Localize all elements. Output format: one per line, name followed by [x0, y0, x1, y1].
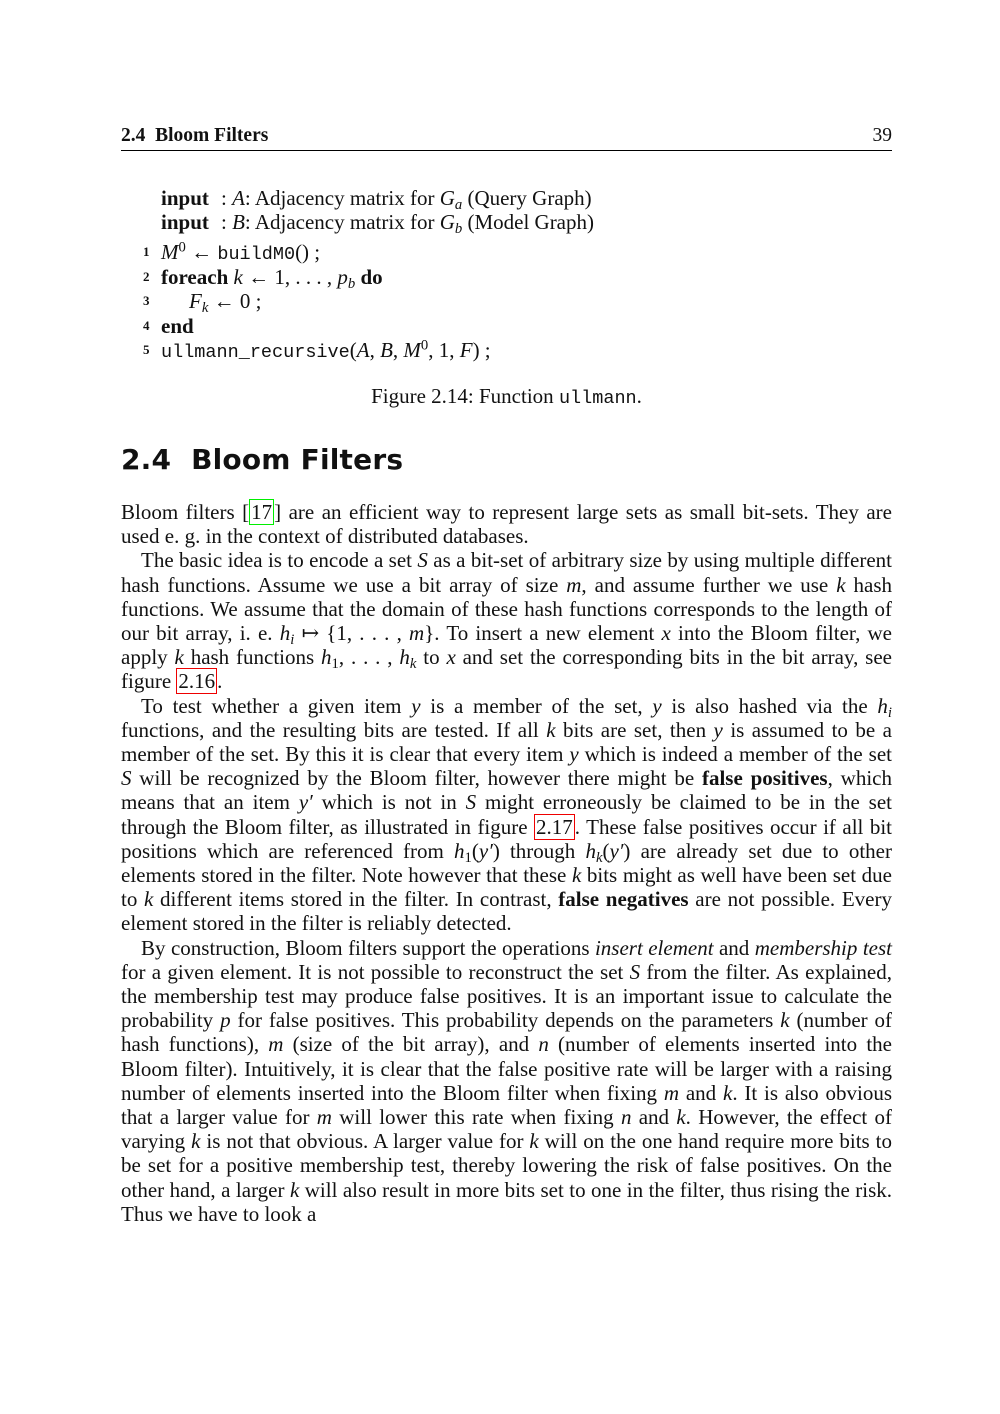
- algorithm-line: [121, 338, 892, 363]
- algorithm-input-2: [121, 210, 892, 238]
- algorithm-block: [121, 186, 892, 363]
- caption-period: .: [636, 384, 642, 408]
- running-section-title: 2.4 Bloom Filters: [121, 125, 269, 146]
- paragraph: Bloom filters [17] are an efficient way to represent large sets as small bit-sets. They are used e. g. in the context of distributed databases.: [121, 500, 892, 549]
- running-header: [121, 125, 892, 151]
- algorithm-line: [121, 289, 892, 317]
- input-keyword: input: [161, 186, 209, 210]
- line-number: 4: [143, 317, 150, 333]
- line-code: $M^0$ ← buildM0() ;: [161, 239, 321, 265]
- caption-function-name: ullmann: [558, 388, 637, 409]
- citation-link[interactable]: 17: [251, 500, 273, 524]
- paragraph: The basic idea is to encode a set S as a bit-set of arbitrary size by using multiple different hash functions. Assume we use a bit array of size m, and assume further we use k hash functions. We assume that the domain of these hash functions corresponds to the length of our bit array, i. e. $h_i$ ↦ {1, . . . , m}. To insert a new element x into the Bloom filter, we apply k hash functions $h_1$, . . . , $h_k$ to x and set the corresponding bits in the bit array, see figure 2.16.: [121, 548, 892, 694]
- figure-caption: [121, 384, 892, 411]
- page-number: 39: [872, 125, 892, 146]
- line-number: 5: [143, 342, 150, 357]
- figure-link[interactable]: 2.17: [536, 814, 573, 839]
- algorithm-line: [121, 265, 892, 290]
- input-keyword: input: [161, 210, 209, 234]
- input-description: : B: Adjacency matrix for $G_b$ (Model Graph): [221, 210, 594, 238]
- line-number: 3: [143, 293, 150, 308]
- line-code: ullmann_recursive(A, B, $M^0$, 1, F) ;: [161, 337, 491, 363]
- line-number: 1: [143, 244, 150, 259]
- line-code: end: [161, 313, 194, 338]
- figure-link[interactable]: 2.16: [178, 669, 216, 694]
- line-code: foreach k ← 1, . . . , $p_b$ do: [161, 264, 383, 292]
- algorithm-line: [121, 314, 892, 339]
- line-code: $F_k$ ← 0 ;: [189, 289, 262, 317]
- paragraph: To test whether a given item y is a member of the set, y is also hashed via the $h_i$ functions, and the resulting bits are tested. If all k bits are set, then y is assumed to be a member of the set. By this it is clear that every item y which is indeed a member of the set S will be recognized by the Bloom filter, however there might be false positives, which means that an item y′ which is not in S might erroneously be claimed to be in the set through the Bloom filter, as illustrated in figure 2.17. These false positives occur if all bit positions which are referenced from $h_1(y')$ through $h_k(y')$ are already set due to other elements stored in the filter. Note however that these k bits might as well have been set due to k different items stored in the filter. In contrast, false negatives are not possible. Every element stored in the filter is reliably detected.: [121, 693, 893, 936]
- paragraph: By construction, Bloom filters support the operations insert element and membership test for a given element. It is not possible to reconstruct the set S from the filter. As explained, the membership test may produce false positives. It is an important issue to calculate the probability p for false positives. This probability depends on the parameters k (number of hash functions), m (size of the bit array), and n (number of elements inserted into the Bloom filter). Intuitively, it is clear that the false positive rate will be larger with a raising number of elements inserted into the Bloom filter when fixing m and k. It is also obvious that a larger value for m will lower this rate when fixing n and k. However, the effect of varying k is not that obvious. A larger value for k will on the one hand require more bits to be set for a positive membership test, thereby lowering the risk of false positives. On the other hand, a larger k will also result in more bits set to one in the filter, thus rising the risk. Thus we have to look a: [121, 935, 893, 1226]
- input-description: : A: Adjacency matrix for $G_a$ (Query Graph): [221, 186, 592, 214]
- line-number: 2: [143, 268, 150, 284]
- body-text: [121, 500, 892, 1226]
- section-heading: 2.4 Bloom Filters: [121, 443, 404, 476]
- algorithm-line: [121, 240, 892, 265]
- caption-text: Figure 2.14: Function: [371, 384, 559, 408]
- algorithm-input-1: [121, 186, 892, 214]
